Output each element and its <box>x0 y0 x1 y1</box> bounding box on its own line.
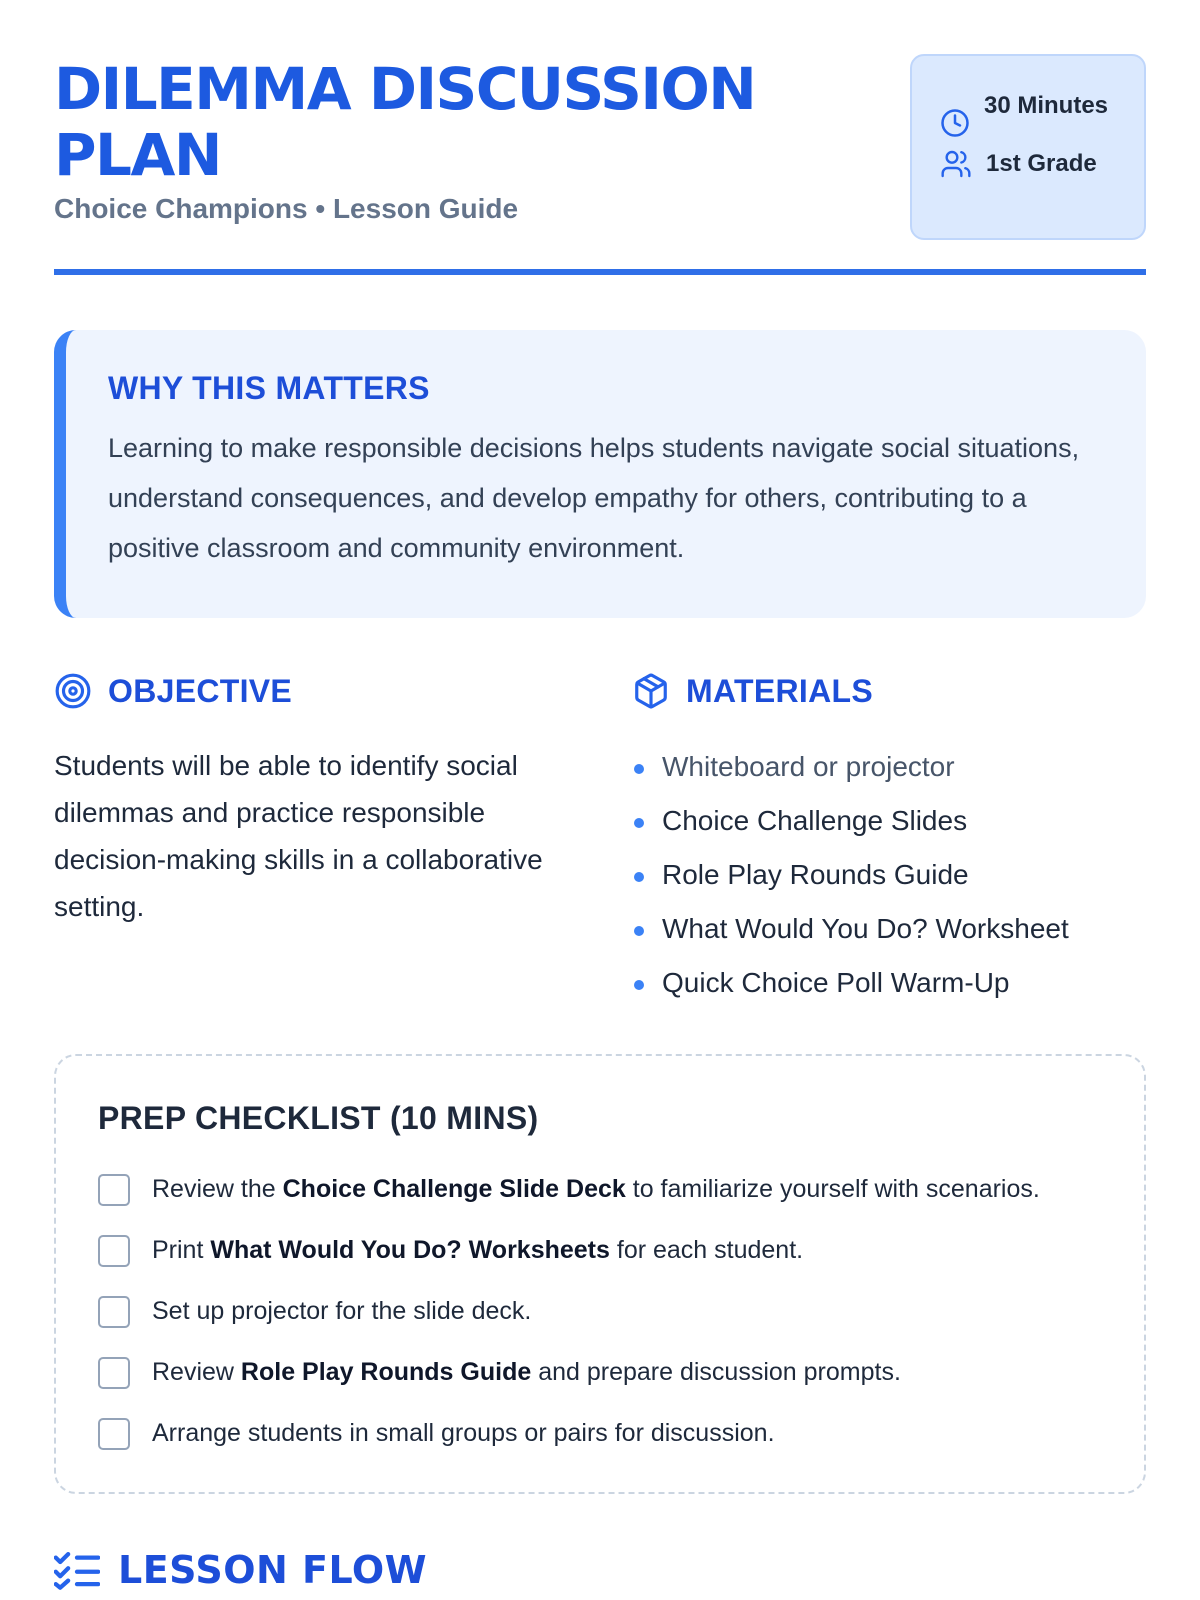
objective-body: Students will be able to identify social dilemmas and practice responsible decision-making skills in a collaborative setting. <box>54 750 543 922</box>
checklist-item[interactable] <box>98 1403 1144 1464</box>
checklist-text <box>152 1236 803 1265</box>
materials-title <box>632 672 1152 710</box>
material-item: Role Play Rounds Guide <box>632 848 1152 902</box>
why-this-matters-card <box>54 330 1146 618</box>
lesson-flow-heading: LESSON FLOW <box>118 1548 428 1592</box>
lesson-meta-box <box>910 54 1146 240</box>
checklist-text <box>152 1297 531 1326</box>
materials-list <box>632 740 1152 1010</box>
checklist-text-bold: What Would You Do? Worksheets <box>210 1236 610 1264</box>
checkbox[interactable] <box>98 1357 130 1389</box>
checklist-text-part: Print <box>152 1236 211 1264</box>
checklist-item[interactable] <box>98 1281 1144 1342</box>
checklist-text-part: Arrange students in small groups or pairs for discussion. <box>152 1419 775 1447</box>
objective-heading: OBJECTIVE <box>108 672 293 709</box>
checkbox[interactable] <box>98 1296 130 1328</box>
checklist-text <box>152 1175 1040 1204</box>
checklist-item[interactable] <box>98 1342 1144 1403</box>
page-subtitle: Choice Champions • Lesson Guide <box>54 193 519 224</box>
checkbox[interactable] <box>98 1418 130 1450</box>
checklist-text-part: Review <box>152 1358 241 1386</box>
material-item: Whiteboard or projector <box>632 740 1152 794</box>
package-icon <box>632 672 670 710</box>
checklist-text-part: and prepare discussion prompts. <box>531 1358 901 1386</box>
clock-icon <box>940 108 970 138</box>
objective-title <box>54 672 594 710</box>
list-checks-icon <box>54 1550 100 1590</box>
material-item: Choice Challenge Slides <box>632 794 1152 848</box>
checklist-text-bold: Choice Challenge Slide Deck <box>282 1175 626 1203</box>
materials-section <box>632 672 1152 1010</box>
checklist-text <box>152 1419 775 1448</box>
checklist-item[interactable] <box>98 1159 1144 1220</box>
checkbox[interactable] <box>98 1235 130 1267</box>
why-heading: WHY THIS MATTERS <box>108 370 430 406</box>
header <box>54 0 1146 275</box>
lesson-flow-header <box>54 1548 427 1592</box>
grade-row <box>940 144 1144 184</box>
checklist-text-part: to familiarize yourself with scenarios. <box>625 1175 1040 1203</box>
checklist-item[interactable] <box>98 1220 1144 1281</box>
materials-heading: MATERIALS <box>686 672 873 709</box>
page-title: DILEMMA DISCUSSION PLAN <box>54 55 756 189</box>
material-item: What Would You Do? Worksheet <box>632 902 1152 956</box>
why-body: Learning to make responsible decisions helps students navigate social situations, understand consequences, and develop empathy for others, contributing to a positive classroom and community environment. <box>108 433 1080 563</box>
checklist-text-bold: Role Play Rounds Guide <box>240 1358 532 1386</box>
target-icon <box>54 672 92 710</box>
checklist-text-part: Review the <box>152 1175 283 1203</box>
material-item: Quick Choice Poll Warm-Up <box>632 956 1152 1010</box>
checkbox[interactable] <box>98 1174 130 1206</box>
duration-text: 30 Minutes <box>984 92 1109 119</box>
checklist-text-part: for each student. <box>609 1236 804 1264</box>
prep-heading: PREP CHECKLIST (10 MINS) <box>98 1100 539 1136</box>
users-icon <box>940 148 972 180</box>
duration-row <box>940 86 1144 138</box>
checklist-text-part: Set up projector for the slide deck. <box>152 1297 532 1325</box>
objective-section <box>54 672 594 930</box>
checklist-text <box>152 1358 901 1387</box>
grade-text: 1st Grade <box>986 150 1097 177</box>
prep-checklist <box>54 1054 1146 1494</box>
